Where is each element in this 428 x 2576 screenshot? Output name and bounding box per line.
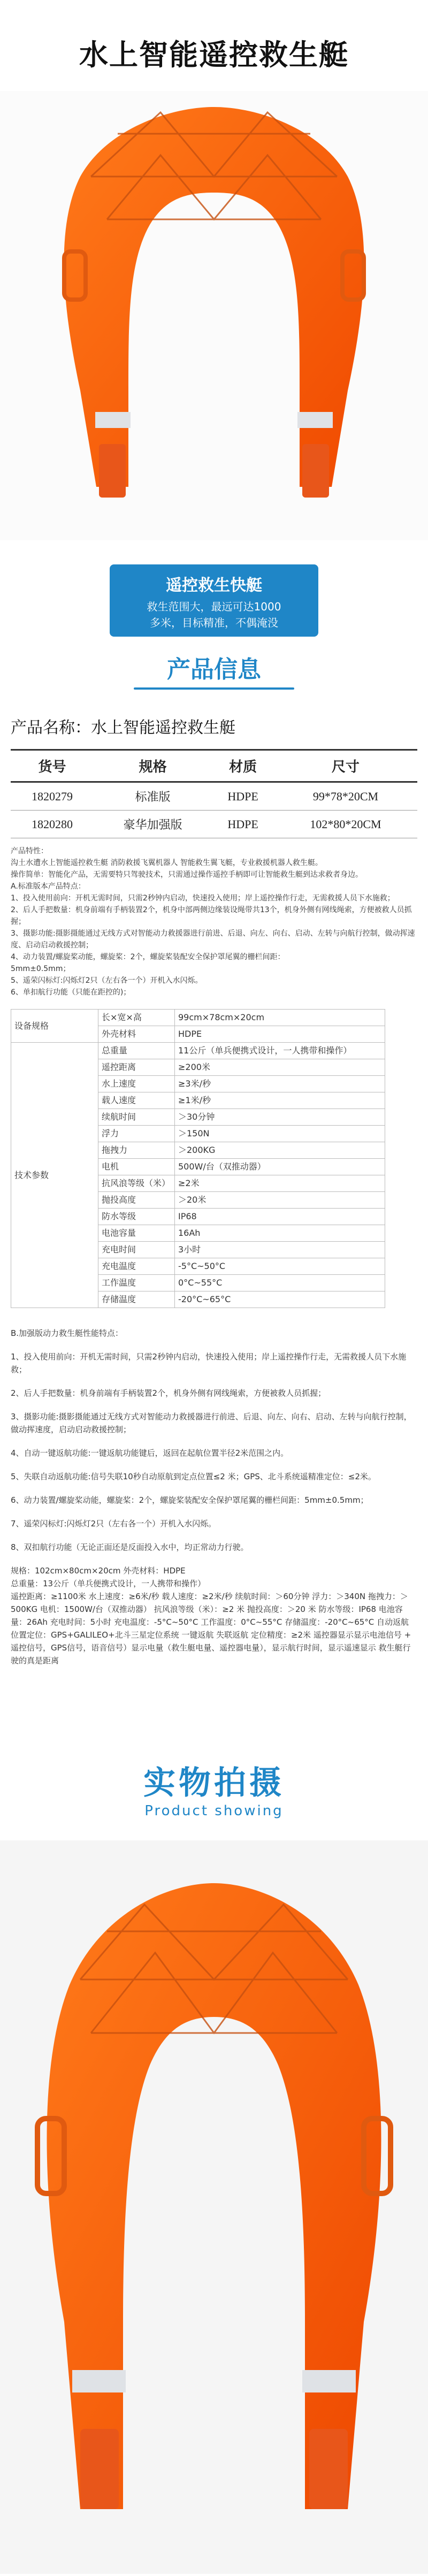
doc-paragraph: 3、摄影功能:摄影摄能通过无线方式对智能动力救援器进行前进、后退、向左、向右、启动、左转与向航行控制，做动挥速度，启动启动救援控制； bbox=[11, 1412, 412, 1434]
spec-key: 抛投高度 bbox=[98, 1192, 175, 1209]
doc-paragraph: 产品特性： bbox=[11, 847, 48, 855]
col-header-spec: 规格 bbox=[94, 750, 212, 782]
spec-value: IP68 bbox=[175, 1209, 385, 1225]
spec-key: 电机 bbox=[98, 1159, 175, 1175]
product-photo-bottom bbox=[0, 1840, 428, 2574]
cell-material: HDPE bbox=[212, 811, 274, 838]
spec-value: 11公斤（单兵便携式设计，一人携带和操作） bbox=[175, 1043, 385, 1059]
spec-key: 浮力 bbox=[98, 1126, 175, 1142]
real-photo-subtitle: Product showing bbox=[144, 1803, 284, 1819]
promo-line-1: 救生范围大，最远可达1000 bbox=[147, 600, 281, 613]
cell-sku: 1820280 bbox=[11, 811, 94, 838]
spec-key: 防水等级 bbox=[98, 1209, 175, 1225]
promo-heading: 遥控救生快艇 bbox=[166, 576, 262, 595]
product-name-value: 水上智能遥控救生艇 bbox=[91, 718, 235, 737]
doc-paragraph: 8、双扣航行功能（无论正面还是反面投入水中，均正常动力行驶。 bbox=[11, 1542, 249, 1552]
product-name-row bbox=[11, 714, 235, 738]
spec-value: ≥3米/秒 bbox=[175, 1076, 385, 1092]
spec-value: 0°C~55°C bbox=[175, 1275, 385, 1291]
doc-paragraph: 6、单扣航行功能（只能在距控的)； bbox=[11, 988, 131, 997]
spec-table bbox=[11, 1009, 385, 1308]
spec-value: ＞30分钟 bbox=[175, 1109, 385, 1126]
spec-value: ＞150N bbox=[175, 1126, 385, 1142]
doc-paragraph: 5、遥荣闪标灯:闪烁灯2只（左右各一个）开机入水闪烁。 bbox=[11, 976, 203, 985]
spec-value: ＞200KG bbox=[175, 1142, 385, 1159]
promo-line-2: 多米，目标精准，不偶淹没 bbox=[150, 616, 278, 629]
spec-key: 拖拽力 bbox=[98, 1142, 175, 1159]
spec-group-label: 技术参数 bbox=[11, 1043, 98, 1308]
enhanced-description bbox=[11, 1327, 417, 1678]
cell-size: 102*80*20CM bbox=[274, 811, 417, 838]
doc-paragraph: 规格：102cm×80cm×20cm 外壳材料：HDPE bbox=[11, 1566, 186, 1576]
spec-group-label: 设备规格 bbox=[11, 1010, 98, 1043]
spec-value: ≥200米 bbox=[175, 1059, 385, 1076]
doc-paragraph: 遥控距离：≥1100米 水上速度：≥6米/秒 载人速度：≥2米/秒 续航时间：＞60分钟 浮力：＞340N 拖拽力：＞500KG 电机：1500W/台（双推动器） 抗风浪等级（米）：≥2 米 抛投高度：＞20 米 防水等级：IP68 电池容量：26Ah 充电时间：5小时 充电温度：-5°C~50°C 工作温度：0°C~55°C 存储温度：-20°C~65°C 自动返航 位置定位：GPS+GALILEO+北斗三星定位系统 一键返航 失联返航 定位精度：≥2米 遥控器显示显示电池信号 + 遥控信号，GPS信号，语音信号）显示电量（救生艇电量、遥控器电量），显示航行时间，显示遥速显示 救生艇行驶的真是距离 bbox=[11, 1592, 411, 1665]
product-name-label: 产品名称： bbox=[11, 718, 91, 737]
spec-value: ＞20米 bbox=[175, 1192, 385, 1209]
spec-value: HDPE bbox=[175, 1026, 385, 1043]
product-photo-top bbox=[0, 91, 428, 540]
table-row bbox=[11, 782, 417, 811]
doc-paragraph: 4、动力装置/螺旋桨动能，螺旋桨：2个，螺旋桨装配安全保护罩尾翼的栅栏间距： bbox=[11, 953, 285, 961]
table-row bbox=[11, 811, 417, 838]
doc-paragraph: 3、摄影功能:摄影摄能通过无线方式对智能动力救援器进行前进、后退、向左、向右、启动、左转与向航行控制，做动挥速度、启动启动救援控制； bbox=[11, 929, 415, 950]
doc-paragraph: 5、失联自动返航功能:信号失联10秒自动原航到定点位置≤2 米；GPS、北斗系统遥精准定位：≤2米。 bbox=[11, 1472, 376, 1481]
spec-key: 续航时间 bbox=[98, 1109, 175, 1126]
promo-card bbox=[110, 564, 318, 637]
doc-paragraph: 5mm±0.5mm； bbox=[11, 965, 71, 973]
spec-key: 充电时间 bbox=[98, 1242, 175, 1258]
section-title-product-info: 产品信息 bbox=[167, 656, 261, 683]
cell-sku: 1820279 bbox=[11, 782, 94, 811]
spec-key: 抗风浪等级（米） bbox=[98, 1175, 175, 1192]
col-header-sku: 货号 bbox=[11, 750, 94, 782]
product-table bbox=[11, 749, 417, 838]
lifeboat-photo bbox=[0, 1840, 428, 2574]
spec-key: 长×宽×高 bbox=[98, 1010, 175, 1026]
spec-value: ≥2米 bbox=[175, 1175, 385, 1192]
spec-key: 遥控距离 bbox=[98, 1059, 175, 1076]
doc-paragraph: 4、自动一键返航功能:一键返航功能键后，返回在起航位置半径2米范围之内。 bbox=[11, 1448, 289, 1458]
spec-key: 电池容量 bbox=[98, 1225, 175, 1242]
doc-paragraph: 操作简单：智能化产品，无需要特只驾驶技术，只需通过操作遥控手柄即可让智能救生艇到达求救者身边。 bbox=[11, 870, 363, 879]
doc-paragraph: A.标准版本产品特点： bbox=[11, 882, 86, 891]
spec-value: 99cm×78cm×20cm bbox=[175, 1010, 385, 1026]
doc-paragraph: 2、后人手把数量：机身前端有手柄装置2个，机身中部两侧边缘装设绳带共13个，机身外侧有网线绳索，方便被救人员抓握； bbox=[11, 906, 412, 926]
doc-paragraph: B.加强版动力救生艇性能特点： bbox=[11, 1328, 124, 1338]
lifeboat-illustration bbox=[0, 91, 428, 540]
spec-key: 存储温度 bbox=[98, 1291, 175, 1308]
spec-key: 总重量 bbox=[98, 1043, 175, 1059]
real-photo-title: 实物拍摄 bbox=[143, 1764, 285, 1802]
doc-paragraph: 2、后人手把数量：机身前端有手柄装置2个，机身外侧有网线绳索，方便被救人员抓握； bbox=[11, 1388, 326, 1398]
col-header-size: 尺寸 bbox=[274, 750, 417, 782]
doc-paragraph: 1、投入使用前向：开机无需时间，只需2秒钟内启动，快速投入使用；岸上遥控操作行走，无需救援人员下水施救； bbox=[11, 894, 395, 903]
col-header-material: 材质 bbox=[212, 750, 274, 782]
section-underline bbox=[134, 687, 294, 690]
spec-key: 水上速度 bbox=[98, 1076, 175, 1092]
spec-key: 充电温度 bbox=[98, 1258, 175, 1275]
feature-description bbox=[11, 845, 417, 1308]
cell-material: HDPE bbox=[212, 782, 274, 811]
page-title: 水上智能遥控救生艇 bbox=[79, 38, 349, 72]
table-row bbox=[11, 1010, 385, 1026]
spec-value: ≥1米/秒 bbox=[175, 1092, 385, 1109]
spec-key: 载人速度 bbox=[98, 1092, 175, 1109]
spec-key: 外壳材料 bbox=[98, 1026, 175, 1043]
doc-paragraph: 7、遥荣闪标灯:闪烁灯2只（左右各一个）开机入水闪烁。 bbox=[11, 1519, 217, 1528]
spec-key: 工作温度 bbox=[98, 1275, 175, 1291]
doc-paragraph: 1、投入使用前向：开机无需时间，只需2秒钟内启动，快速投入使用；岸上遥控操作行走，无需救援人员下水施救； bbox=[11, 1352, 407, 1374]
cell-spec: 豪华加强版 bbox=[94, 811, 212, 838]
doc-paragraph: 沟土水遭水上智能遥控救生艇 消防救援飞翼机器人 智能救生翼飞艇，专业救援机器人救生艇。 bbox=[11, 859, 323, 867]
table-row bbox=[11, 1043, 385, 1059]
spec-value: 3小时 bbox=[175, 1242, 385, 1258]
cell-spec: 标准版 bbox=[94, 782, 212, 811]
spec-value: 500W/台（双推动器） bbox=[175, 1159, 385, 1175]
doc-paragraph: 6、动力装置/螺旋桨动能，螺旋桨：2个，螺旋桨装配安全保护罩尾翼的栅栏间距：5mm±0.5mm； bbox=[11, 1495, 369, 1505]
doc-paragraph: 总重量：13公斤（单兵便携式设计，一人携带和操作） bbox=[11, 1579, 206, 1588]
cell-size: 99*78*20CM bbox=[274, 782, 417, 811]
spec-value: -20°C~65°C bbox=[175, 1291, 385, 1308]
spec-value: 16Ah bbox=[175, 1225, 385, 1242]
spec-value: -5°C~50°C bbox=[175, 1258, 385, 1275]
